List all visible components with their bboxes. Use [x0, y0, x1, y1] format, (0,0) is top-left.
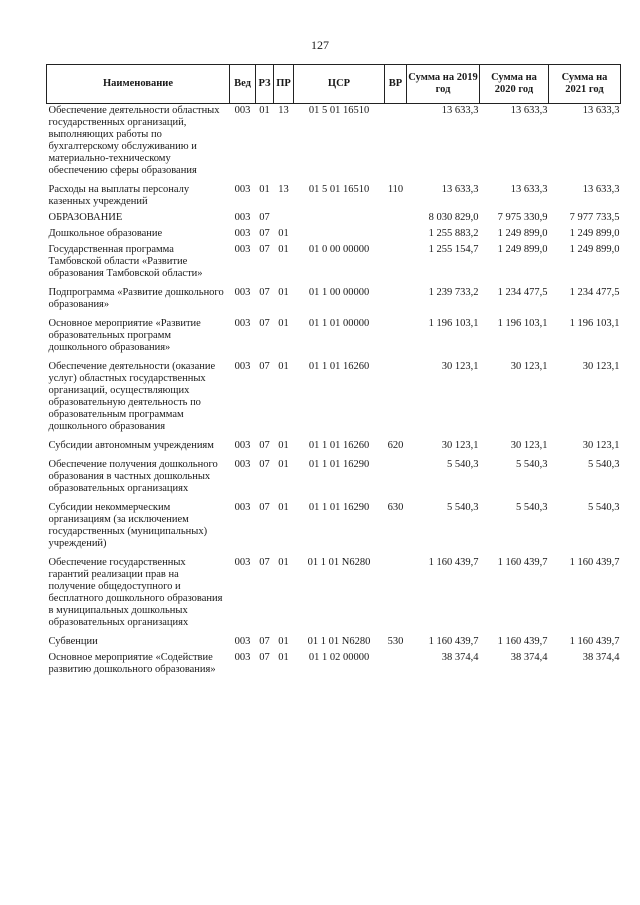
- row-ved: 003: [234, 228, 251, 239]
- row-sum-2019: 5 540,3: [447, 502, 479, 513]
- table-row: [47, 317, 621, 360]
- row-csr: 01 1 01 16290: [308, 502, 370, 513]
- table-row: [47, 501, 621, 556]
- row-ved: 003: [234, 318, 251, 329]
- table-row: [47, 651, 621, 679]
- row-name: Субсидии некоммерческим организациям (за исключением государственных (муниципальных) учреждений): [48, 502, 208, 549]
- header-ved: Вед: [230, 65, 256, 104]
- row-pr: 01: [278, 557, 289, 568]
- row-name: Основное мероприятие «Развитие образовательных программ дошкольного образования»: [48, 318, 201, 353]
- row-sum-2021: 7 977 733,5: [569, 212, 620, 223]
- table-row: [47, 458, 621, 501]
- row-name: Обеспечение государственных гарантий реализации прав на получение общедоступного и бесплатного дошкольного образования в муниципальных дошкольных образовательных организациях: [48, 557, 223, 628]
- row-csr: [294, 211, 385, 227]
- row-name: ОБРАЗОВАНИЕ: [48, 212, 123, 223]
- row-rz: 07: [259, 557, 270, 568]
- header-sum-2021: Сумма на 2021 год: [549, 65, 621, 104]
- row-sum-2021: 38 374,4: [582, 652, 620, 663]
- row-sum-2019: 1 239 733,2: [428, 287, 479, 298]
- row-vr: [385, 556, 407, 635]
- row-sum-2021: 1 196 103,1: [569, 318, 620, 329]
- page-number: 127: [311, 38, 329, 52]
- row-rz: 07: [259, 244, 270, 255]
- row-sum-2019: 13 633,3: [441, 184, 479, 195]
- row-sum-2020: 30 123,1: [510, 361, 548, 372]
- row-name: Основное мероприятие «Содействие развитию дошкольного образования»: [48, 652, 216, 675]
- row-vr: [385, 458, 407, 501]
- row-sum-2021: 1 160 439,7: [569, 636, 620, 647]
- row-vr: [385, 243, 407, 286]
- row-name: Субсидии автономным учреждениям: [48, 440, 214, 451]
- row-ved: 003: [234, 105, 251, 116]
- row-ved: 003: [234, 502, 251, 513]
- row-pr: 01: [278, 318, 289, 329]
- row-rz: 07: [259, 212, 270, 223]
- row-sum-2021: 1 160 439,7: [569, 557, 620, 568]
- row-csr: 01 1 01 N6280: [307, 557, 371, 568]
- row-pr: 01: [278, 652, 289, 663]
- row-sum-2019: 38 374,4: [441, 652, 479, 663]
- row-name: Подпрограмма «Развитие дошкольного образования»: [48, 287, 224, 310]
- row-ved: 003: [234, 652, 251, 663]
- row-vr: [385, 211, 407, 227]
- header-name: Наименование: [47, 65, 230, 104]
- table-row: [47, 243, 621, 286]
- row-csr: [294, 227, 385, 243]
- row-rz: 07: [259, 636, 270, 647]
- row-sum-2020: 13 633,3: [510, 184, 548, 195]
- row-sum-2021: 1 249 899,0: [569, 244, 620, 255]
- row-vr: 630: [387, 502, 404, 513]
- table-row: [47, 183, 621, 211]
- row-csr: 01 1 01 16260: [308, 440, 370, 451]
- row-ved: 003: [234, 440, 251, 451]
- row-sum-2019: 1 196 103,1: [428, 318, 479, 329]
- row-sum-2019: 8 030 829,0: [428, 212, 479, 223]
- row-csr: 01 1 01 16260: [308, 361, 370, 372]
- row-sum-2021: 1 234 477,5: [569, 287, 620, 298]
- row-csr: 01 1 01 16290: [308, 459, 370, 470]
- row-sum-2020: 7 975 330,9: [497, 212, 548, 223]
- row-sum-2021: 5 540,3: [588, 459, 620, 470]
- row-csr: 01 1 00 00000: [308, 287, 370, 298]
- row-sum-2021: 5 540,3: [588, 502, 620, 513]
- row-pr: 13: [278, 184, 289, 195]
- row-ved: 003: [234, 361, 251, 372]
- row-ved: 003: [234, 636, 251, 647]
- row-sum-2021: 1 249 899,0: [569, 228, 620, 239]
- row-sum-2019: 1 160 439,7: [428, 636, 479, 647]
- row-ved: 003: [234, 287, 251, 298]
- row-csr: 01 1 02 00000: [308, 652, 370, 663]
- row-rz: 01: [259, 105, 270, 116]
- row-pr: 01: [278, 287, 289, 298]
- table-row: [47, 360, 621, 439]
- row-sum-2020: 38 374,4: [510, 652, 548, 663]
- row-sum-2019: 30 123,1: [441, 361, 479, 372]
- row-sum-2019: 30 123,1: [441, 440, 479, 451]
- row-vr: [385, 227, 407, 243]
- row-rz: 07: [259, 361, 270, 372]
- row-pr: 01: [278, 440, 289, 451]
- row-vr: 620: [387, 440, 404, 451]
- row-rz: 01: [259, 184, 270, 195]
- budget-table: [46, 64, 621, 679]
- row-rz: 07: [259, 287, 270, 298]
- row-rz: 07: [259, 228, 270, 239]
- header-row: [47, 65, 621, 104]
- table-row: [47, 104, 621, 184]
- row-sum-2019: 1 160 439,7: [428, 557, 479, 568]
- row-name: Государственная программа Тамбовской области «Развитие образования Тамбовской области»: [48, 244, 203, 279]
- row-ved: 003: [234, 184, 251, 195]
- row-csr: 01 1 01 N6280: [307, 636, 371, 647]
- row-csr: 01 0 00 00000: [308, 244, 370, 255]
- table-row: [47, 286, 621, 317]
- row-rz: 07: [259, 502, 270, 513]
- row-sum-2020: 30 123,1: [510, 440, 548, 451]
- row-sum-2020: 1 234 477,5: [497, 287, 548, 298]
- row-name: Обеспечение деятельности областных государственных организаций, выполняющих работы по бухгалтерскому обслуживанию и материально-техническому обеспечению сферы образования: [48, 105, 220, 176]
- row-csr: 01 5 01 16510: [308, 184, 370, 195]
- row-sum-2021: 13 633,3: [582, 105, 620, 116]
- row-sum-2019: 13 633,3: [441, 105, 479, 116]
- row-sum-2020: 13 633,3: [510, 105, 548, 116]
- table-row: [47, 227, 621, 243]
- table-row: [47, 211, 621, 227]
- row-sum-2020: 5 540,3: [516, 502, 548, 513]
- header-rz: РЗ: [256, 65, 274, 104]
- row-rz: 07: [259, 440, 270, 451]
- row-vr: 530: [387, 636, 404, 647]
- row-ved: 003: [234, 244, 251, 255]
- row-name: Обеспечение получения дошкольного образования в частных дошкольных образовательных организациях: [48, 459, 218, 494]
- row-pr: 01: [278, 228, 289, 239]
- row-sum-2020: 5 540,3: [516, 459, 548, 470]
- row-name: Дошкольное образование: [48, 228, 163, 239]
- row-name: Расходы на выплаты персоналу казенных учреждений: [48, 184, 190, 207]
- row-csr: 01 1 01 00000: [308, 318, 370, 329]
- row-vr: [385, 104, 407, 184]
- row-vr: [385, 317, 407, 360]
- header-vr: ВР: [385, 65, 407, 104]
- header-sum-2020: Сумма на 2020 год: [480, 65, 549, 104]
- row-vr: [385, 286, 407, 317]
- row-rz: 07: [259, 318, 270, 329]
- row-pr: 01: [278, 636, 289, 647]
- row-csr: 01 5 01 16510: [308, 105, 370, 116]
- row-vr: 110: [387, 184, 404, 195]
- row-rz: 07: [259, 459, 270, 470]
- row-pr: 13: [278, 105, 289, 116]
- row-sum-2021: 30 123,1: [582, 361, 620, 372]
- row-sum-2019: 1 255 883,2: [428, 228, 479, 239]
- header-pr: ПР: [274, 65, 294, 104]
- row-pr: 01: [278, 244, 289, 255]
- table-row: [47, 635, 621, 651]
- row-ved: 003: [234, 557, 251, 568]
- row-pr: 01: [278, 459, 289, 470]
- row-sum-2020: 1 249 899,0: [497, 228, 548, 239]
- row-ved: 003: [234, 212, 251, 223]
- row-sum-2020: 1 249 899,0: [497, 244, 548, 255]
- row-pr: [274, 211, 294, 227]
- header-sum-2019: Сумма на 2019 год: [407, 65, 480, 104]
- row-rz: 07: [259, 652, 270, 663]
- row-vr: [385, 360, 407, 439]
- table-header: [47, 65, 621, 104]
- row-ved: 003: [234, 459, 251, 470]
- header-csr: ЦСР: [294, 65, 385, 104]
- row-name: Субвенции: [48, 636, 98, 647]
- row-sum-2021: 30 123,1: [582, 440, 620, 451]
- table-body: [47, 104, 621, 680]
- row-sum-2020: 1 160 439,7: [497, 636, 548, 647]
- row-name: Обеспечение деятельности (оказание услуг) областных государственных организаций, осуществляющих образовательную деятельность по образовательным программам дошкольного образования: [48, 361, 216, 432]
- row-sum-2020: 1 160 439,7: [497, 557, 548, 568]
- row-sum-2020: 1 196 103,1: [497, 318, 548, 329]
- row-pr: 01: [278, 361, 289, 372]
- table-row: [47, 556, 621, 635]
- row-sum-2019: 5 540,3: [447, 459, 479, 470]
- row-sum-2019: 1 255 154,7: [428, 244, 479, 255]
- row-sum-2021: 13 633,3: [582, 184, 620, 195]
- table-row: [47, 439, 621, 458]
- row-vr: [385, 651, 407, 679]
- row-pr: 01: [278, 502, 289, 513]
